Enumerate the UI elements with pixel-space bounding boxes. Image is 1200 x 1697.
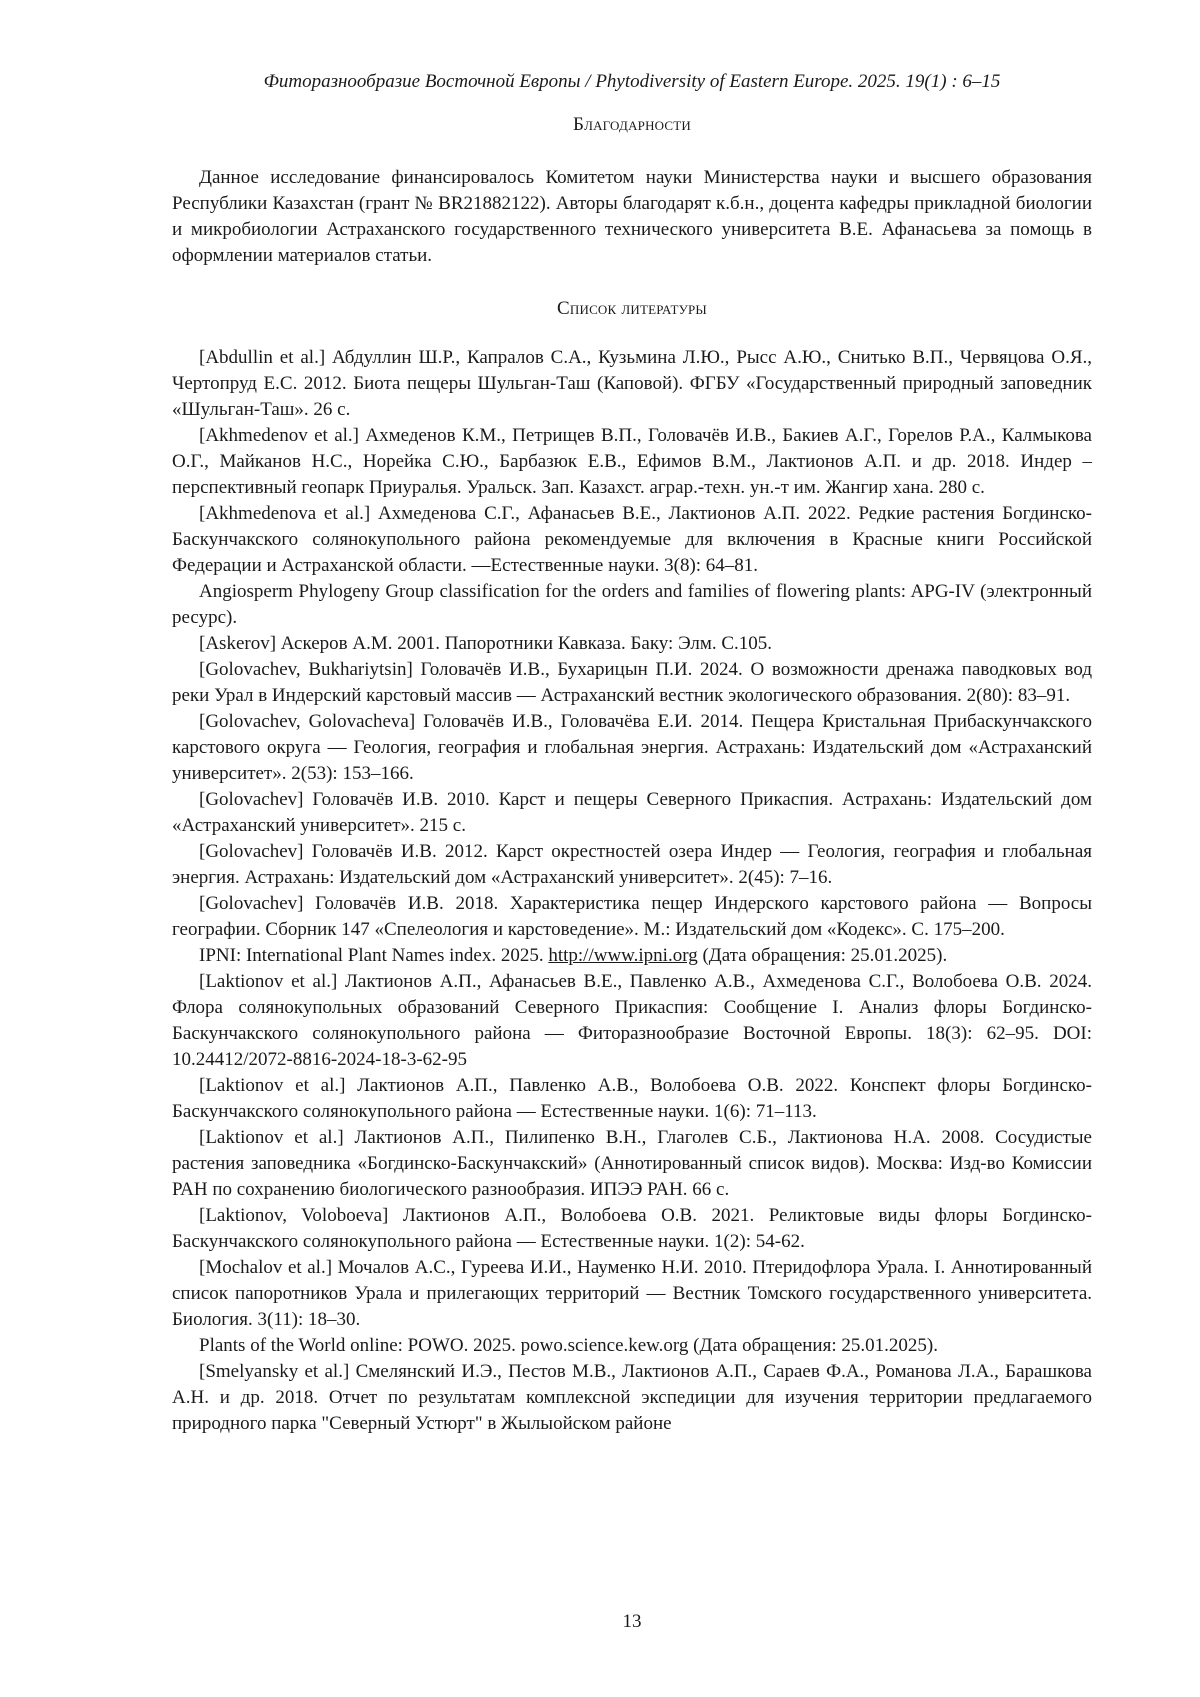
reference-item: [Askerov] Аскеров А.М. 2001. Папоротники Кавказа. Баку: Элм. С.105. [172, 631, 1092, 657]
reference-text: (Дата обращения: 25.01.2025). [698, 945, 948, 966]
reference-item: [Golovachev] Головачёв И.В. 2010. Карст и пещеры Северного Прикаспия. Астрахань: Издательский дом «Астраханский университет». 215 с. [172, 787, 1092, 839]
acknowledgements-text: Данное исследование финансировалось Комитетом науки Министерства науки и высшего образования Республики Казахстан (грант № BR21882122). Авторы благодарят к.б.н., доцента кафедры прикладной биологии и микробиологии Астраханского государственного технического университета В.Е. Афанасьева за помощь в оформлении материалов статьи. [172, 165, 1092, 269]
reference-item: Angiosperm Phylogeny Group classification for the orders and families of flowering plants: APG-IV (электронный ресурс). [172, 579, 1092, 631]
acknowledgements-heading: Благодарности [172, 113, 1092, 137]
reference-item-ipni [172, 943, 1092, 969]
reference-item: [Laktionov et al.] Лактионов А.П., Пилипенко В.Н., Глаголев С.Б., Лактионова Н.А. 2008. Сосудистые растения заповедника «Богдинско-Баскунчакский» (Аннотированный список видов). Москва: Изд-во Комиссии РАН по сохранению биологического разнообразия. ИПЭЭ РАН. 66 с. [172, 1125, 1092, 1203]
reference-text: IPNI: International Plant Names index. 2025. [199, 945, 548, 966]
reference-item: [Laktionov et al.] Лактионов А.П., Павленко А.В., Волобоева О.В. 2022. Конспект флоры Богдинско-Баскунчакского солянокупольного района — Естественные науки. 1(6): 71–113. [172, 1073, 1092, 1125]
reference-item: [Smelyansky et al.] Смелянский И.Э., Пестов М.В., Лактионов А.П., Сараев Ф.А., Романова Л.А., Барашкова А.Н. и др. 2018. Отчет по результатам комплексной экспедиции для изучения территории предлагаемого природного парка "Северный Устюрт" в Жылыойском районе [172, 1359, 1092, 1437]
reference-item: [Akhmedenov et al.] Ахмеденов К.М., Петрищев В.П., Головачёв И.В., Бакиев А.Г., Горелов Р.А., Калмыкова О.Г., Майканов Н.С., Норейка С.Ю., Барбазюк Е.В., Ефимов В.М., Лактионов А.П. и др. 2018. Индер – перспективный геопарк Приуралья. Уральск. Зап. Казахст. аграр.-техн. ун.-т им. Жангир хана. 280 с. [172, 423, 1092, 501]
reference-list [172, 345, 1092, 1437]
reference-item: [Golovachev] Головачёв И.В. 2018. Характеристика пещер Индерского карстового района — Вопросы географии. Сборник 147 «Спелеология и карстоведение». М.: Издательский дом «Кодекс». С. 175–200. [172, 891, 1092, 943]
reference-item: [Laktionov, Voloboeva] Лактионов А.П., Волобоева О.В. 2021. Реликтовые виды флоры Богдинско-Баскунчакского солянокупольного района — Естественные науки. 1(2): 54-62. [172, 1203, 1092, 1255]
reference-item: [Akhmedenova et al.] Ахмеденова С.Г., Афанасьев В.Е., Лактионов А.П. 2022. Редкие растения Богдинско-Баскунчакского солянокупольного района рекомендуемые для включения в Красные книги Российской Федерации и Астраханской области. —Естественные науки. 3(8): 64–81. [172, 501, 1092, 579]
reference-item: [Abdullin et al.] Абдуллин Ш.Р., Капралов С.А., Кузьмина Л.Ю., Рысс А.Ю., Снитько В.П., Червяцова О.Я., Чертопруд Е.С. 2012. Биота пещеры Шульган-Таш (Каповой). ФГБУ «Государственный природный заповедник «Шульган-Таш». 26 с. [172, 345, 1092, 423]
reference-item: [Mochalov et al.] Мочалов А.С., Гуреева И.И., Науменко Н.И. 2010. Птеридофлора Урала. I. Аннотированный список папоротников Урала и прилегающих территорий — Вестник Томского государственного университета. Биология. 3(11): 18–30. [172, 1255, 1092, 1333]
page-number: 13 [172, 1610, 1092, 1634]
references-heading: Список литературы [172, 297, 1092, 321]
reference-item: [Golovachev] Головачёв И.В. 2012. Карст окрестностей озера Индер — Геология, география и глобальная энергия. Астрахань: Издательский дом «Астраханский университет». 2(45): 7–16. [172, 839, 1092, 891]
ipni-link[interactable]: http://www.ipni.org [548, 945, 697, 966]
reference-item: [Golovachev, Bukhariytsin] Головачёв И.В., Бухарицын П.И. 2024. О возможности дренажа паводковых вод реки Урал в Индерский карстовый массив — Астраханский вестник экологического образования. 2(80): 83–91. [172, 657, 1092, 709]
running-header: Фиторазнообразие Восточной Европы / Phytodiversity of Eastern Europe. 2025. 19(1) : 6–15 [172, 70, 1092, 94]
reference-item: Plants of the World online: POWO. 2025. powo.science.kew.org (Дата обращения: 25.01.2025). [172, 1333, 1092, 1359]
reference-item: [Laktionov et al.] Лактионов А.П., Афанасьев В.Е., Павленко А.В., Ахмеденова С.Г., Волобоева О.В. 2024. Флора солянокупольных образований Северного Прикаспия: Сообщение I. Анализ флоры Богдинско-Баскунчакского солянокупольного района — Фиторазнообразие Восточной Европы. 18(3): 62–95. DOI: 10.24412/2072-8816-2024-18-3-62-95 [172, 969, 1092, 1073]
reference-item: [Golovachev, Golovacheva] Головачёв И.В., Головачёва Е.И. 2014. Пещера Кристальная Прибаскунчакского карстового округа — Геология, география и глобальная энергия. Астрахань: Издательский дом «Астраханский университет». 2(53): 153–166. [172, 709, 1092, 787]
